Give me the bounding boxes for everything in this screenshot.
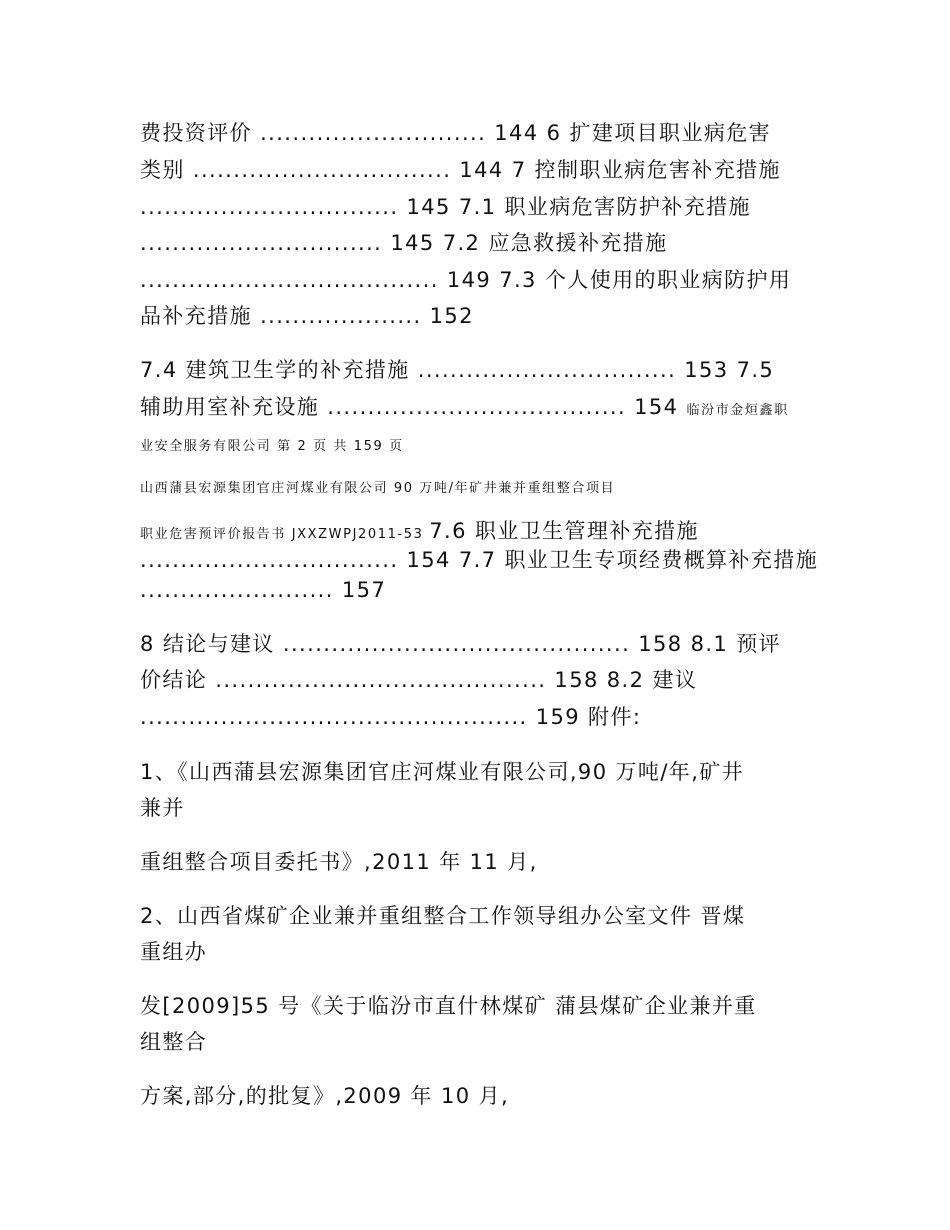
toc-line-text: 辅助用室补充设施 ..................................... 154 — [140, 395, 687, 419]
toc-line-text: 7.6 职业卫生管理补充措施 — [429, 519, 699, 543]
toc-line: 类别 ................................ 144 7 控制职业病危害补充措施 — [140, 158, 781, 182]
attachment-line: 2、山西省煤矿企业兼并重组整合工作领导组办公室文件 晋煤 — [140, 904, 746, 928]
toc-line: ..................................... 149 7.3 个人使用的职业病防护用 — [140, 268, 792, 292]
attachment-line: 组整合 — [140, 1030, 208, 1054]
toc-line: 7.4 建筑卫生学的补充措施 ................................ 153 7.5 — [140, 358, 775, 382]
report-code: 职业危害预评价报告书 JXXZWPJ2011-53 — [140, 527, 430, 542]
attachment-line: 重组办 — [140, 940, 208, 964]
toc-line: ........................ 157 — [140, 578, 387, 602]
attachment-line: 发[2009]55 号《关于临汾市直什林煤矿 蒲县煤矿企业兼并重 — [140, 994, 757, 1018]
toc-line: .............................. 145 7.2 应急救援补充措施 — [140, 231, 668, 255]
toc-line: 价结论 ......................................... 158 8.2 建议 — [140, 668, 698, 692]
toc-line — [140, 394, 789, 424]
attachment-line: 方案,部分,的批复》,2009 年 10 月, — [140, 1084, 510, 1108]
toc-line: 品补充措施 .................... 152 — [140, 304, 474, 328]
toc-line: 8 结论与建议 ........................................... 158 8.1 预评 — [140, 632, 782, 656]
attachment-line: 兼并 — [140, 796, 185, 820]
page-footer: 业安全服务有限公司 第 2 页 共 159 页 — [140, 439, 404, 454]
toc-line: ................................................ 159 附件: — [140, 705, 642, 729]
toc-line: ................................ 145 7.1 职业病危害防护补充措施 — [140, 195, 751, 219]
report-line — [140, 518, 699, 548]
attachment-line: 重组整合项目委托书》,2011 年 11 月, — [140, 850, 538, 874]
toc-line: 费投资评价 ............................ 144 6 扩建项目职业病危害 — [140, 121, 772, 145]
page-header: 山西蒲县宏源集团官庄河煤业有限公司 90 万吨/年矿井兼并重组整合项目 — [140, 481, 616, 496]
toc-line: ................................ 154 7.7 职业卫生专项经费概算补充措施 — [140, 548, 819, 572]
attachment-line: 1、《山西蒲县宏源集团官庄河煤业有限公司,90 万吨/年,矿井 — [140, 760, 745, 784]
footer-company-start: 临汾市金烜鑫职 — [686, 403, 789, 418]
